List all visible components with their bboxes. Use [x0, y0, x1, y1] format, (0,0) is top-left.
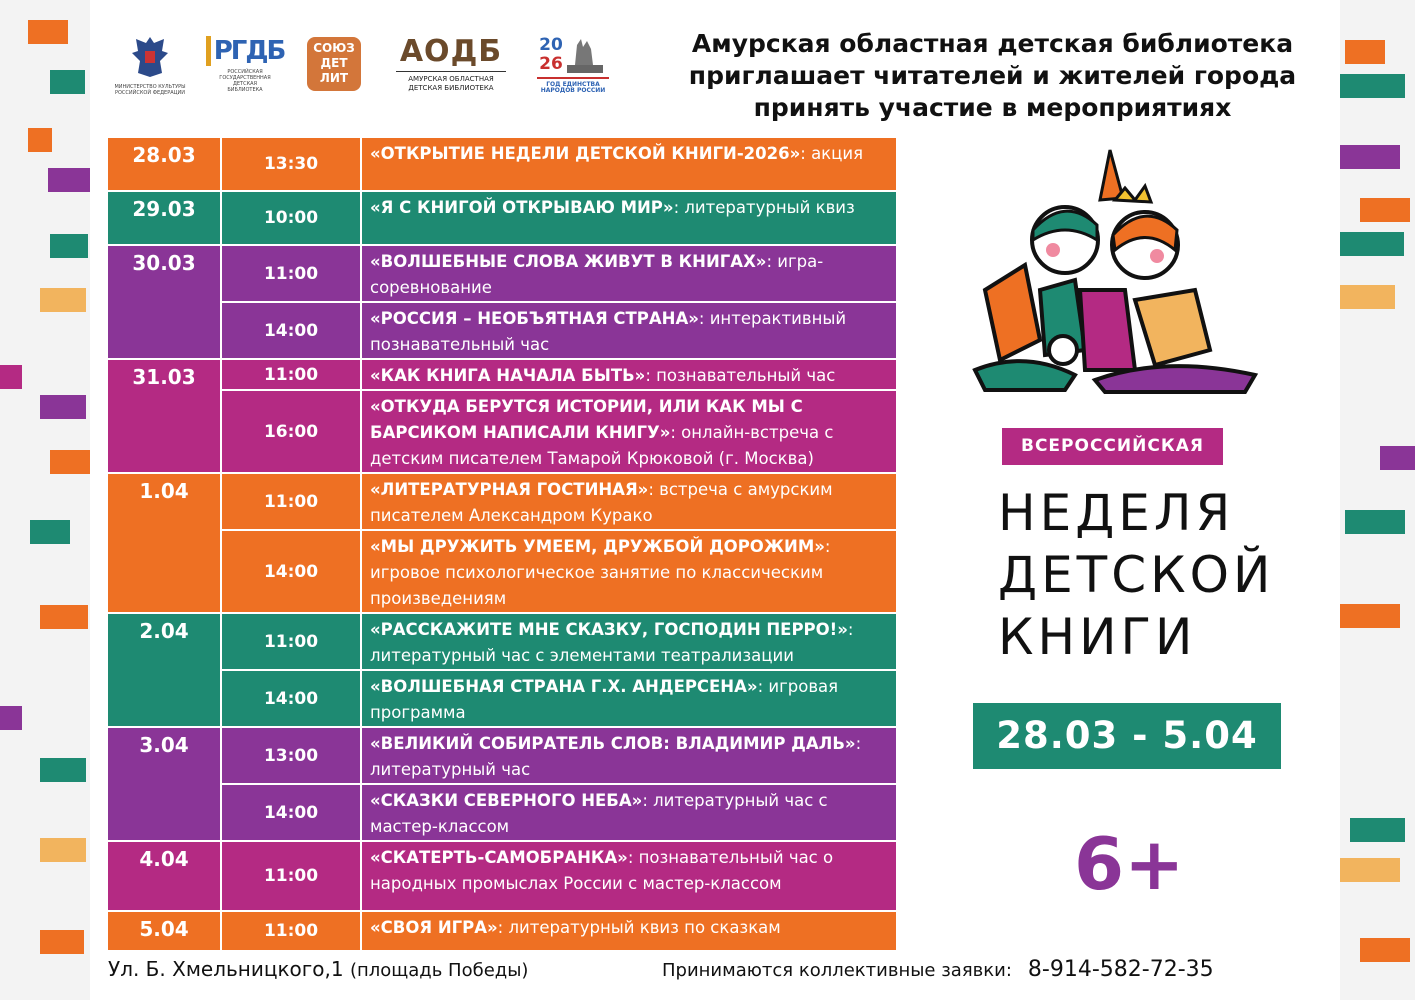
event-details: : игровое психологическое занятие по классическим произведениям [370, 537, 831, 608]
event-description [361, 191, 897, 245]
header-line: принять участие в мероприятиях [753, 93, 1232, 122]
event-title: «ВОЛШЕБНАЯ СТРАНА Г.Х. АНДЕРСЕНА» [370, 677, 758, 696]
event-time: 11:00 [221, 911, 361, 951]
decor-chip [50, 450, 90, 474]
eagle-emblem-icon [128, 33, 172, 81]
decor-chip [28, 20, 68, 44]
unity-caption: ГОД ЕДИНСТВА [546, 80, 600, 88]
event-description [361, 613, 897, 670]
table-row [107, 137, 897, 191]
address-note: (площадь Победы) [349, 960, 529, 981]
table-row [107, 359, 897, 390]
table-row [107, 670, 897, 727]
title-line: КНИГИ [998, 608, 1197, 666]
table-row [107, 784, 897, 841]
event-details: : литературный квиз [673, 198, 855, 217]
event-title: «СКАТЕРТЬ-САМОБРАНКА» [370, 848, 628, 867]
rgdb-logo [213, 22, 285, 106]
event-time: 11:00 [221, 245, 361, 302]
event-description [361, 359, 897, 390]
event-details: : игровая программа [370, 677, 839, 722]
decor-chip [40, 395, 86, 419]
decor-chip [40, 930, 84, 954]
decor-chip [1340, 232, 1404, 256]
event-date: 1.04 [107, 473, 221, 613]
unity-caption: НАРОДОВ РОССИИ [540, 86, 606, 94]
aodb-caption: ДЕТСКАЯ БИБЛИОТЕКА [408, 84, 494, 92]
event-date: 2.04 [107, 613, 221, 727]
event-title: «КАК КНИГА НАЧАЛА БЫТЬ» [370, 366, 646, 385]
partner-logos [110, 22, 630, 112]
aodb-logo [392, 22, 510, 106]
book-week-title [998, 482, 1274, 668]
event-description [361, 911, 897, 951]
table-row [107, 613, 897, 670]
event-time: 11:00 [221, 841, 361, 911]
event-date: 4.04 [107, 841, 221, 911]
event-description [361, 727, 897, 784]
event-time: 13:00 [221, 727, 361, 784]
table-row [107, 191, 897, 245]
decor-chip [1360, 198, 1410, 222]
right-decor-stripes [1340, 0, 1415, 1000]
decor-chip [1340, 604, 1400, 628]
event-details: : литературный час с мастер-классом [370, 791, 828, 836]
event-time: 16:00 [221, 390, 361, 473]
decor-chip [50, 70, 85, 94]
header-line: Амурская областная детская библиотека [691, 29, 1294, 58]
address [108, 957, 528, 981]
contact [662, 957, 1214, 982]
decor-chip [30, 520, 70, 544]
event-title: «РАССКАЖИТЕ МНЕ СКАЗКУ, ГОСПОДИН ПЕРРО!» [370, 620, 848, 639]
event-title: «ЛИТЕРАТУРНАЯ ГОСТИНАЯ» [370, 480, 649, 499]
aodb-caption: АМУРСКАЯ ОБЛАСТНАЯ [408, 75, 494, 83]
decor-chip [40, 838, 86, 862]
event-details: : акция [800, 144, 864, 163]
soyuz-line: СОЮЗ [313, 41, 355, 55]
decor-chip [50, 234, 88, 258]
event-schedule-table [106, 136, 898, 952]
event-details: : литературный квиз по сказкам [497, 918, 781, 937]
event-time: 14:00 [221, 670, 361, 727]
event-date: 3.04 [107, 727, 221, 841]
event-time: 14:00 [221, 530, 361, 613]
table-row [107, 245, 897, 302]
monument-icon [563, 35, 607, 75]
event-title: «ОТКУДА БЕРУТСЯ ИСТОРИИ, ИЛИ КАК МЫ С БАРСИКОМ НАПИСАЛИ КНИГУ» [370, 397, 803, 442]
event-time: 11:00 [221, 473, 361, 530]
decor-chip [40, 758, 86, 782]
all-russian-badge: ВСЕРОССИЙСКАЯ [1002, 428, 1223, 465]
event-description [361, 302, 897, 359]
event-details: : онлайн-встреча с детским писателем Тамарой Крюковой (г. Москва) [370, 423, 834, 468]
header-line: приглашает читателей и жителей города [688, 61, 1297, 90]
event-description [361, 670, 897, 727]
decor-chip [40, 288, 86, 312]
event-time: 14:00 [221, 784, 361, 841]
decor-chip [1380, 446, 1415, 470]
soyuz-line: ЛИТ [319, 71, 349, 85]
rgdb-caption: РОССИЙСКАЯ ГОСУДАРСТВЕННАЯ ДЕТСКАЯ БИБЛИОТЕКА [219, 68, 271, 93]
decor-chip [1345, 510, 1405, 534]
event-title: «РОССИЯ – НЕОБЪЯТНАЯ СТРАНА» [370, 309, 699, 328]
table-row [107, 473, 897, 530]
decor-chip [1345, 40, 1385, 64]
year-top: 20 [539, 34, 563, 55]
event-details: : встреча с амурским писателем Александром Курако [370, 480, 833, 525]
event-time: 14:00 [221, 302, 361, 359]
event-details: : игра-соревнование [370, 252, 824, 297]
event-details: : литературный час [370, 734, 862, 779]
soyuzdetlit-logo [306, 22, 362, 106]
age-rating: 6+ [1074, 822, 1185, 906]
table-row [107, 727, 897, 784]
event-date: 28.03 [107, 137, 221, 191]
event-title: «ОТКРЫТИЕ НЕДЕЛИ ДЕТСКОЙ КНИГИ-2026» [370, 144, 801, 163]
left-decor-stripes [0, 0, 90, 1000]
title-line: НЕДЕЛЯ [998, 484, 1235, 542]
table-row [107, 911, 897, 951]
event-details: : литературный час с элементами театрализации [370, 620, 854, 665]
event-title: «СВОЯ ИГРА» [370, 918, 498, 937]
rgdb-mark: РГДБ [206, 36, 285, 66]
event-description [361, 841, 897, 911]
decor-chip [48, 168, 90, 192]
event-time: 13:30 [221, 137, 361, 191]
decor-chip [28, 128, 52, 152]
street-address: Ул. Б. Хмельницкого,1 [108, 957, 344, 981]
kids-reading-illustration [965, 140, 1265, 400]
event-title: «СКАЗКИ СЕВЕРНОГО НЕБА» [370, 791, 643, 810]
event-description [361, 530, 897, 613]
table-row [107, 390, 897, 473]
event-details: : познавательный час [645, 366, 836, 385]
event-time: 11:00 [221, 359, 361, 390]
requests-label: Принимаются коллективные заявки: [662, 960, 1012, 981]
decor-chip [1360, 938, 1410, 962]
event-dates-badge: 28.03 - 5.04 [973, 703, 1281, 769]
unity-year-logo [535, 22, 611, 106]
ministry-caption: МИНИСТЕРСТВО КУЛЬТУРЫ РОССИЙСКОЙ ФЕДЕРАЦИИ [114, 83, 186, 96]
soyuz-line: ДЕТ [320, 56, 348, 70]
table-row [107, 841, 897, 911]
event-date: 31.03 [107, 359, 221, 473]
ministry-logo [110, 22, 190, 106]
table-row [107, 530, 897, 613]
decor-chip [0, 365, 22, 389]
event-title: «Я С КНИГОЙ ОТКРЫВАЮ МИР» [370, 198, 674, 217]
decor-chip [0, 706, 22, 730]
event-date: 30.03 [107, 245, 221, 359]
invitation-header [655, 28, 1330, 124]
event-details: : познавательный час о народных промыслах России с мастер-классом [370, 848, 834, 893]
decor-chip [1350, 818, 1405, 842]
event-time: 10:00 [221, 191, 361, 245]
event-description [361, 784, 897, 841]
event-date: 5.04 [107, 911, 221, 951]
event-date: 29.03 [107, 191, 221, 245]
event-title: «МЫ ДРУЖИТЬ УМЕЕМ, ДРУЖБОЙ ДОРОЖИМ» [370, 537, 825, 556]
decor-chip [1340, 285, 1395, 309]
decor-chip [40, 605, 88, 629]
event-time: 11:00 [221, 613, 361, 670]
decor-chip [1340, 145, 1400, 169]
decor-chip [1340, 74, 1405, 98]
event-title: «ВЕЛИКИЙ СОБИРАТЕЛЬ СЛОВ: ВЛАДИМИР ДАЛЬ» [370, 734, 856, 753]
year-bottom: 26 [539, 53, 563, 74]
event-description [361, 137, 897, 191]
decor-chip [1340, 858, 1400, 882]
event-details: : интерактивный познавательный час [370, 309, 847, 354]
phone-number[interactable]: 8-914-582-72-35 [1027, 957, 1214, 982]
table-row [107, 302, 897, 359]
title-line: ДЕТСКОЙ [998, 546, 1275, 604]
event-title: «ВОЛШЕБНЫЕ СЛОВА ЖИВУТ В КНИГАХ» [370, 252, 767, 271]
event-description [361, 245, 897, 302]
event-description [361, 473, 897, 530]
event-description [361, 390, 897, 473]
aodb-mark: АОДБ [399, 34, 503, 69]
